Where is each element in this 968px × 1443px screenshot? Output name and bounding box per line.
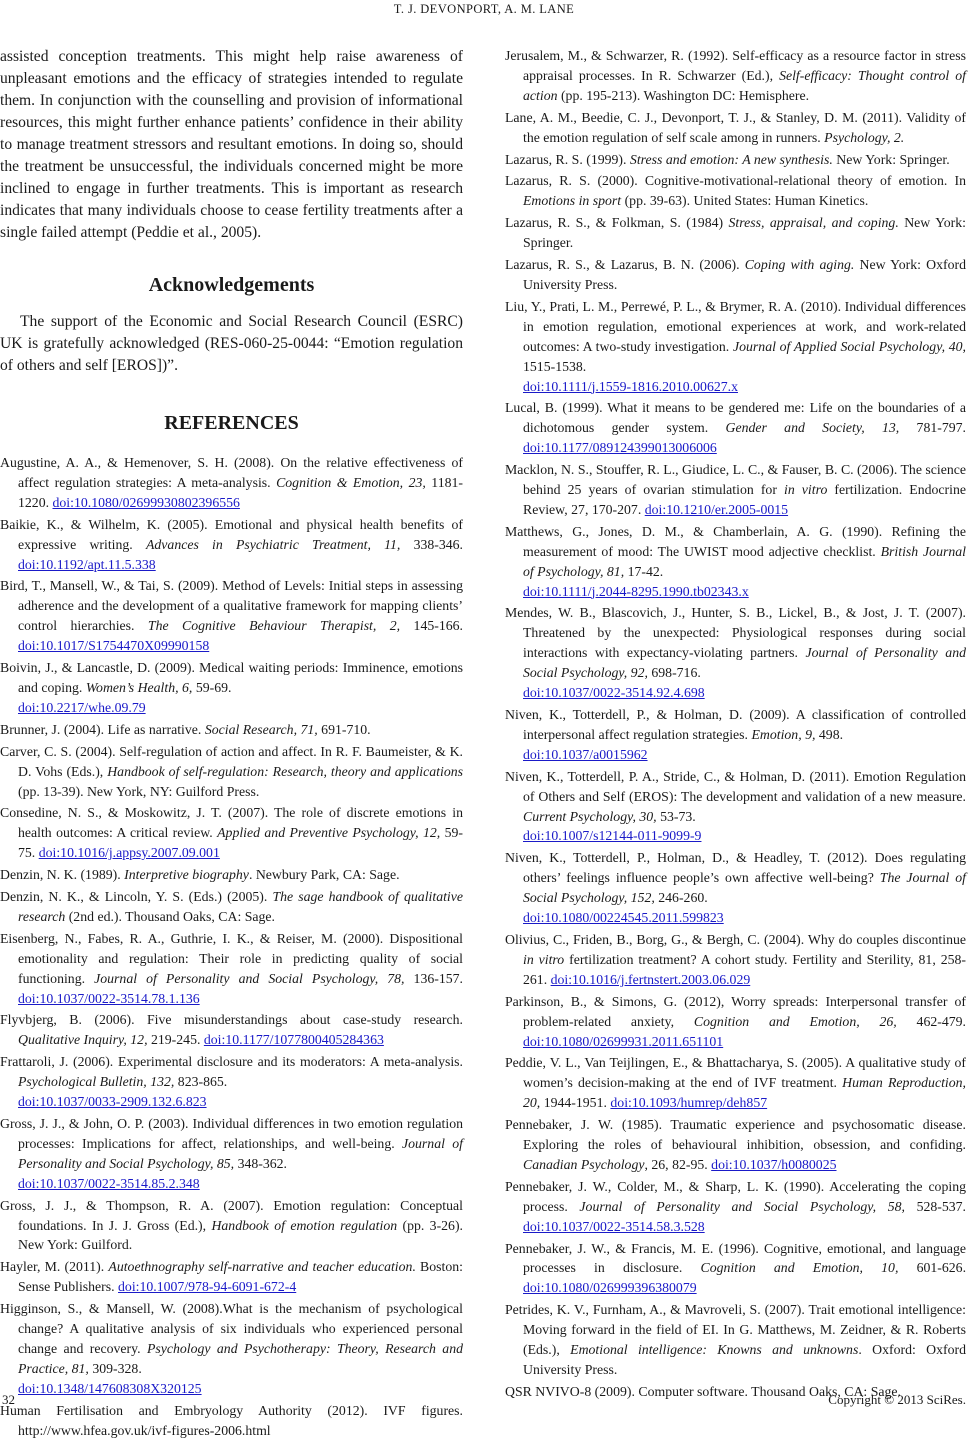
- reference-source-title: Self-efficacy: Thought control of action: [523, 67, 966, 103]
- left-column: [0, 46, 463, 1443]
- reference-text: Carver, C. S. (2004). Self-regulation of action and affect. In R. F. Baumeister, & K. D. Vohs (Eds.),: [0, 743, 463, 779]
- reference-source-title: The Cognitive Behaviour Therapist, 2,: [147, 618, 401, 634]
- reference-source-title: Stress and emotion: A new synthesis.: [629, 151, 833, 167]
- acknowledgements-heading: Acknowledgements: [148, 274, 315, 296]
- reference-text: Peddie, V. L., Van Teijlingen, E., & Bhattacharya, S. (2005). A qualitative study of women’s decision-making at the end of IVF treatment.: [505, 1055, 966, 1091]
- reference-source-title: in vitro: [523, 951, 565, 967]
- reference-source-title: Human Reproduction, 20,: [523, 1075, 966, 1111]
- reference-text: Consedine, N. S., & Moskowitz, J. T. (2007). The role of discrete emotions in health outcomes: A critical review.: [0, 805, 463, 841]
- reference-source-title: Emotion, 9,: [751, 726, 816, 742]
- reference-text: Macklon, N. S., Stouffer, R. L., Giudice, L. C., & Fauser, B. C. (2006). The science behind 25 years of ovarian stimulation for: [505, 462, 966, 498]
- reference-doi-link[interactable]: doi:10.1007/978-94-6091-672-4: [118, 1279, 297, 1295]
- reference-text: Lucal, B. (1999). What it means to be gendered me: Life on the boundaries of a dichotomous gender system.: [505, 400, 966, 436]
- reference-entry: [505, 460, 966, 520]
- reference-entry: [0, 742, 463, 802]
- reference-details: (2nd ed.). Thousand Oaks, CA: Sage.: [65, 908, 276, 924]
- reference-source-title: Advances in Psychiatric Treatment, 11,: [145, 536, 401, 552]
- reference-entry: [505, 1239, 966, 1299]
- reference-text: Olivius, C., Friden, B., Borg, G., & Bergh, C. (2004). Why do couples discontinue: [505, 931, 966, 947]
- reference-entry: [0, 1052, 463, 1112]
- reference-text: Lazarus, R. S., & Lazarus, B. N. (2006).: [505, 257, 745, 273]
- reference-doi-link[interactable]: doi:10.1037/0022-3514.78.1.136: [18, 990, 200, 1006]
- reference-details: 1944-1951.: [540, 1095, 611, 1111]
- reference-text: Niven, K., Totterdell, P., Holman, D., & Headley, T. (2012). Does regulating others’ feelings influence people’s own affective well-being?: [505, 850, 966, 886]
- reference-details: 309-328.: [88, 1360, 142, 1376]
- reference-entry: [505, 1053, 966, 1113]
- reference-text: Liu, Y., Prati, L. M., Perrewé, P. L., & Brymer, R. A. (2010). Individual differences in emotion regulation, emotional experiences at work, and work-related outcomes: A two-study investigation.: [505, 298, 966, 354]
- reference-entry: [505, 603, 966, 703]
- reference-entry: [0, 1299, 463, 1399]
- reference-source-title: Journal of Personality and Social Psychology, 85,: [18, 1135, 463, 1171]
- right-column: [505, 46, 966, 1404]
- reference-details: 601-626.: [898, 1260, 967, 1276]
- reference-details: 145-166.: [400, 618, 463, 634]
- reference-source-title: Emotional intelligence: Knowns and unknowns: [570, 1342, 859, 1358]
- reference-entry: [0, 865, 463, 885]
- reference-text: Lazarus, R. S., & Folkman, S. (1984): [505, 215, 729, 231]
- reference-doi-link[interactable]: doi:10.1348/147608308X320125: [18, 1380, 202, 1396]
- reference-details: 1515-1538.: [523, 358, 587, 374]
- reference-source-title: Handbook of self-regulation: Research, theory and applications: [107, 763, 463, 779]
- reference-entry: [505, 108, 966, 148]
- reference-details: New York: Springer.: [523, 215, 966, 251]
- reference-doi-link[interactable]: doi:10.1210/er.2005-0015: [644, 501, 789, 517]
- reference-source-title: Psychology and Psychotherapy: Theory, Research and Practice, 81,: [18, 1340, 463, 1376]
- reference-details: 691-710.: [317, 721, 371, 737]
- reference-doi-link[interactable]: doi:10.1037/0022-3514.58.3.528: [523, 1218, 705, 1234]
- reference-entry: [0, 453, 463, 513]
- reference-doi-link[interactable]: doi:10.1037/0022-3514.85.2.348: [18, 1175, 200, 1191]
- reference-doi-link[interactable]: doi:10.1016/j.appsy.2007.09.001: [38, 845, 220, 861]
- reference-details: (pp. 13-39). New York, NY: Guilford Press.: [18, 783, 260, 799]
- reference-text: Frattaroli, J. (2006). Experimental disclosure and its moderators: A meta-analysis.: [0, 1054, 463, 1070]
- reference-details: 219-245.: [147, 1032, 204, 1048]
- reference-doi-link[interactable]: doi:10.1080/00224545.2011.599823: [523, 910, 724, 926]
- reference-entry: [0, 515, 463, 575]
- reference-source-title: Stress, appraisal, and coping.: [728, 215, 899, 231]
- reference-source-title: Handbook of emotion regulation: [211, 1217, 398, 1233]
- reference-details: 348-362.: [234, 1155, 288, 1171]
- reference-doi-link[interactable]: doi:10.1177/089124399013006006: [523, 440, 717, 456]
- reference-text: Higginson, S., & Mansell, W. (2008).What is the mechanism of psychological change? A qualitative analysis of six individuals who experienced personal change and recovery.: [0, 1301, 463, 1356]
- reference-text: Pennebaker, J. W., Colder, M., & Sharp, L. K. (1990). Accelerating the coping process.: [505, 1178, 966, 1214]
- reference-details: 338-346.: [400, 536, 464, 552]
- reference-source-title: Cognition and Emotion, 10,: [700, 1260, 899, 1276]
- reference-entry: [0, 1010, 463, 1050]
- reference-text: Eisenberg, N., Fabes, R. A., Guthrie, I. K., & Reiser, M. (2000). Dispositional emotionality and regulation: Their role in predicting quality of social functioning.: [0, 930, 463, 986]
- reference-entry: [505, 1177, 966, 1237]
- reference-details: 698-716.: [647, 665, 701, 681]
- reference-text: Baikie, K., & Wilhelm, K. (2005). Emotional and physical health benefits of expressive writing.: [0, 516, 463, 552]
- reference-details: 136-157.: [404, 970, 463, 986]
- references-list-left: [0, 453, 463, 1441]
- reference-details: 59-69.: [192, 679, 232, 695]
- page-number: 32: [2, 1392, 15, 1407]
- reference-text: Lazarus, R. S. (2000). Cognitive-motivational-relational theory of emotion. In: [505, 173, 966, 189]
- reference-doi-link[interactable]: doi:10.1016/j.fertnstert.2003.06.029: [550, 971, 751, 987]
- reference-details: . Newbury Park, CA: Sage.: [248, 867, 400, 883]
- reference-doi-link[interactable]: doi:10.1037/0033-2909.132.6.823: [18, 1094, 207, 1110]
- reference-text: Gross, J. J., & John, O. P. (2003). Individual differences in two emotion regulation processes: Implications for affect, relationships, and well-being.: [0, 1116, 463, 1151]
- reference-details: New York: Springer.: [832, 151, 950, 167]
- reference-source-title: Autoethnography self-narrative and teacher education.: [108, 1259, 416, 1275]
- reference-doi-link[interactable]: doi:10.2217/whe.09.79: [18, 699, 146, 715]
- reference-source-title: The Journal of Social Psychology, 152,: [523, 870, 967, 906]
- reference-entry: [0, 576, 463, 656]
- reference-doi-link[interactable]: doi:10.1192/apt.11.5.338: [18, 556, 156, 572]
- reference-entry: [505, 1300, 966, 1380]
- reference-source-title: Women’s Health, 6,: [85, 679, 193, 695]
- reference-entry: [505, 767, 966, 847]
- reference-source-title: Applied and Preventive Psychology, 12,: [217, 825, 441, 841]
- acknowledgements-text: The support of the Economic and Social Research Council (ESRC) UK is gratefully acknowledged (RES-060-25-0044: “Emotion regulation of others and self [EROS])”.: [0, 313, 463, 374]
- reference-details: 1181-1220.: [18, 474, 463, 510]
- reference-doi-link[interactable]: doi:10.1111/j.1559-1816.2010.00627.x: [523, 378, 738, 394]
- reference-entry: [0, 1257, 463, 1297]
- reference-entry: [505, 1115, 966, 1175]
- reference-text: Brunner, J. (2004). Life as narrative.: [0, 721, 205, 737]
- reference-text: Parkinson, B., & Simons, G. (2012), Worry spreads: Interpersonal transfer of problem-related anxiety,: [505, 993, 966, 1029]
- reference-source-title: Journal of Personality and Social Psychology, 92,: [523, 645, 966, 681]
- reference-doi-link[interactable]: doi:10.1037/h0080025: [711, 1156, 837, 1172]
- reference-details: 498.: [815, 726, 844, 742]
- reference-entry: [505, 522, 966, 602]
- reference-doi-link[interactable]: doi:10.1080/02699930802396556: [52, 494, 240, 510]
- reference-source-title: British Journal of Psychology, 81,: [523, 543, 966, 579]
- reference-details: 781-797.: [899, 420, 966, 436]
- reference-entry: [505, 705, 966, 765]
- reference-details: fertilization treatment? A cohort study. Fertility and Sterility, 81, 258-261.: [523, 951, 966, 987]
- reference-text: Bird, T., Mansell, W., & Tai, S. (2009). Method of Levels: Initial steps in assessing adherence and the development of a qualitative framework for mapping clients’ control hierarchies.: [0, 578, 463, 634]
- reference-text: Denzin, N. K. (1989).: [0, 867, 125, 883]
- reference-details: . Oxford: Oxford University Press.: [523, 1342, 966, 1377]
- reference-source-title: Psychology, 2.: [824, 129, 905, 145]
- reference-text: Matthews, G., Jones, D. M., & Chamberlain, A. G. (1990). Refining the measurement of mood: The UWIST mood adjective checklist.: [505, 523, 966, 559]
- reference-source-title: Qualitative Inquiry, 12,: [18, 1032, 148, 1048]
- reference-entry: [505, 398, 966, 458]
- reference-doi-link[interactable]: doi:10.1017/S1754470X09990158: [18, 638, 210, 654]
- reference-text: Augustine, A. A., & Hemenover, S. H. (2008). On the relative effectiveness of affect regulation strategies: A meta-analysis.: [0, 455, 463, 490]
- reference-source-title: Journal of Applied Social Psychology, 40,: [733, 338, 966, 354]
- reference-entry: [0, 929, 463, 1009]
- reference-doi-link[interactable]: doi:10.1037/a0015962: [523, 746, 648, 762]
- reference-details: 59-75.: [18, 825, 464, 861]
- reference-text: Jerusalem, M., & Schwarzer, R. (1992). Self-efficacy as a resource factor in stress appraisal processes. In R. Schwarzer (Ed.),: [505, 48, 966, 83]
- reference-source-title: Journal of Personality and Social Psychology, 58,: [579, 1198, 905, 1214]
- reference-text: Niven, K., Totterdell, P., & Holman, D. (2009). A classification of controlled interpersonal affect regulation strategies.: [505, 707, 966, 742]
- reference-entry: [0, 1196, 463, 1256]
- reference-entry: [505, 46, 966, 106]
- reference-source-title: Social Research, 71,: [204, 721, 318, 737]
- reference-details: 246-260.: [654, 890, 708, 906]
- reference-details: 462-479.: [896, 1013, 966, 1029]
- intro-paragraph: assisted conception treatments. This might help raise awareness of unpleasant emotions and the efficacy of strategies intended to regulate them. In conjunction with the counselling and provision of informational resources, this might further enhance patients’ confidence in their ability to manage treatment stressors and resultant emotions. In doing so, should the treatment be unsuccessful, the individuals concerned might be more inclined to engage in further treatments. This is important as research indicates that many individuals choose to cease fertility treatments after a single failed attempt (Peddie et al., 2005).: [0, 48, 463, 241]
- reference-text: Boivin, J., & Lancastle, D. (2009). Medical waiting periods: Imminence, emotions and coping.: [0, 660, 463, 695]
- reference-entry: [505, 297, 966, 397]
- reference-details: (pp. 39-63). United States: Human Kinetics.: [621, 193, 869, 209]
- reference-text: Denzin, N. K., & Lincoln, Y. S. (Eds.) (2005).: [0, 889, 273, 905]
- reference-details: , 26, 82-95.: [644, 1156, 712, 1172]
- reference-doi-link[interactable]: doi:10.1093/humrep/deh857: [610, 1095, 768, 1111]
- reference-text: Lane, A. M., Beedie, C. J., Devonport, T. J., & Stanley, D. M. (2011). Validity of the emotion regulation of self scale among in runners.: [505, 109, 966, 145]
- reference-source-title: Canadian Psychology: [523, 1156, 645, 1172]
- reference-doi-link[interactable]: doi:10.1037/0022-3514.92.4.698: [523, 685, 705, 701]
- reference-entry: [0, 720, 463, 740]
- reference-source-title: Coping with aging.: [744, 257, 855, 273]
- reference-details: (pp. 3-26). New York: Guilford.: [18, 1217, 463, 1253]
- reference-text: Human Fertilisation and Embryology Authority (2012). IVF figures. http://www.hfea.gov.uk/ivf-figures-2006.html: [0, 1402, 463, 1438]
- reference-entry: [0, 803, 463, 863]
- reference-entry: [0, 887, 463, 927]
- reference-text: QSR NVIVO-8 (2009). Computer software. Thousand Oaks, CA: Sage.: [505, 1383, 901, 1399]
- reference-details: 17-42.: [624, 563, 664, 579]
- reference-details: fertilization. Endocrine Review, 27, 170-207.: [523, 482, 967, 517]
- reference-doi-link[interactable]: doi:10.1111/j.2044-8295.1990.tb02343.x: [523, 583, 749, 599]
- reference-details: (pp. 195-213). Washington DC: Hemisphere.: [557, 87, 810, 103]
- reference-source-title: Cognition and Emotion, 26,: [693, 1013, 897, 1029]
- reference-details: 528-537.: [904, 1198, 966, 1214]
- running-header: T. J. DEVONPORT, A. M. LANE: [393, 2, 575, 16]
- reference-source-title: Gender and Society, 13,: [725, 420, 900, 436]
- reference-text: Hayler, M. (2011).: [0, 1259, 109, 1275]
- reference-doi-link[interactable]: doi:10.1080/026999396380079: [523, 1280, 697, 1296]
- reference-entry: [505, 992, 966, 1052]
- reference-entry: [505, 213, 966, 253]
- references-list-right: [505, 46, 966, 1402]
- reference-source-title: Journal of Personality and Social Psychology, 78,: [94, 970, 405, 986]
- reference-text: Pennebaker, J. W., & Francis, M. E. (1996). Cognitive, emotional, and language processes in disclosure.: [505, 1240, 966, 1276]
- reference-entry: [505, 171, 966, 211]
- reference-entry: [0, 658, 463, 718]
- reference-entry: [505, 150, 966, 170]
- reference-text: Gross, J. J., & Thompson, R. A. (2007). Emotion regulation: Conceptual foundations. In J. J. Gross (Ed.),: [0, 1197, 463, 1233]
- copyright-notice: Copyright © 2013 SciRes.: [828, 1392, 966, 1407]
- reference-doi-link[interactable]: doi:10.1007/s12144-011-9099-9: [523, 828, 702, 844]
- references-heading: REFERENCES: [164, 412, 299, 434]
- reference-doi-link[interactable]: doi:10.1177/1077800405284363: [203, 1032, 384, 1048]
- reference-text: Petrides, K. V., Furnham, A., & Mavroveli, S. (2007). Trait emotional intelligence: Moving forward in the field of EI. In G. Matthews, M. Zeidner, & R. Roberts (Eds.),: [505, 1302, 966, 1358]
- reference-details: New York: Oxford University Press.: [523, 257, 966, 292]
- reference-entry: [505, 848, 966, 928]
- reference-entry: [0, 1401, 463, 1441]
- reference-source-title: Interpretive biography: [124, 867, 249, 883]
- reference-source-title: Emotions in sport: [523, 193, 622, 209]
- reference-text: Pennebaker, J. W. (1985). Traumatic experience and psychosomatic disease. Exploring the roles of behavioural inhibition, obsession, and confiding.: [505, 1117, 966, 1153]
- reference-source-title: The sage handbook of qualitative research: [18, 889, 464, 924]
- reference-text: Mendes, W. B., Blascovich, J., Hunter, S. B., Lickel, B., & Jost, J. T. (2007). Threatened by the unexpected: Physiological responses during social interactions with expectancy-violating partners.: [505, 605, 966, 661]
- reference-details: 823-865.: [174, 1074, 228, 1090]
- reference-source-title: in vitro: [784, 482, 828, 498]
- reference-source-title: Cognition & Emotion, 23,: [276, 474, 426, 490]
- reference-doi-link[interactable]: doi:10.1080/02699931.2011.651101: [523, 1033, 724, 1049]
- reference-entry: [505, 255, 966, 295]
- reference-details: Boston: Sense Publishers.: [18, 1259, 463, 1295]
- reference-text: Flyvbjerg, B. (2006). Five misunderstandings about case-study research.: [0, 1012, 463, 1028]
- reference-entry: [505, 930, 966, 990]
- reference-source-title: Psychological Bulletin, 132,: [18, 1074, 175, 1090]
- reference-details: 53-73.: [656, 808, 696, 824]
- reference-source-title: Current Psychology, 30,: [523, 808, 657, 824]
- reference-text: Niven, K., Totterdell, P. A., Stride, C., & Holman, D. (2011). Emotion Regulation of Others and Self (EROS): The development and validation of a new measure.: [505, 768, 966, 804]
- reference-text: Lazarus, R. S. (1999).: [505, 151, 630, 167]
- reference-entry: [0, 1114, 463, 1194]
